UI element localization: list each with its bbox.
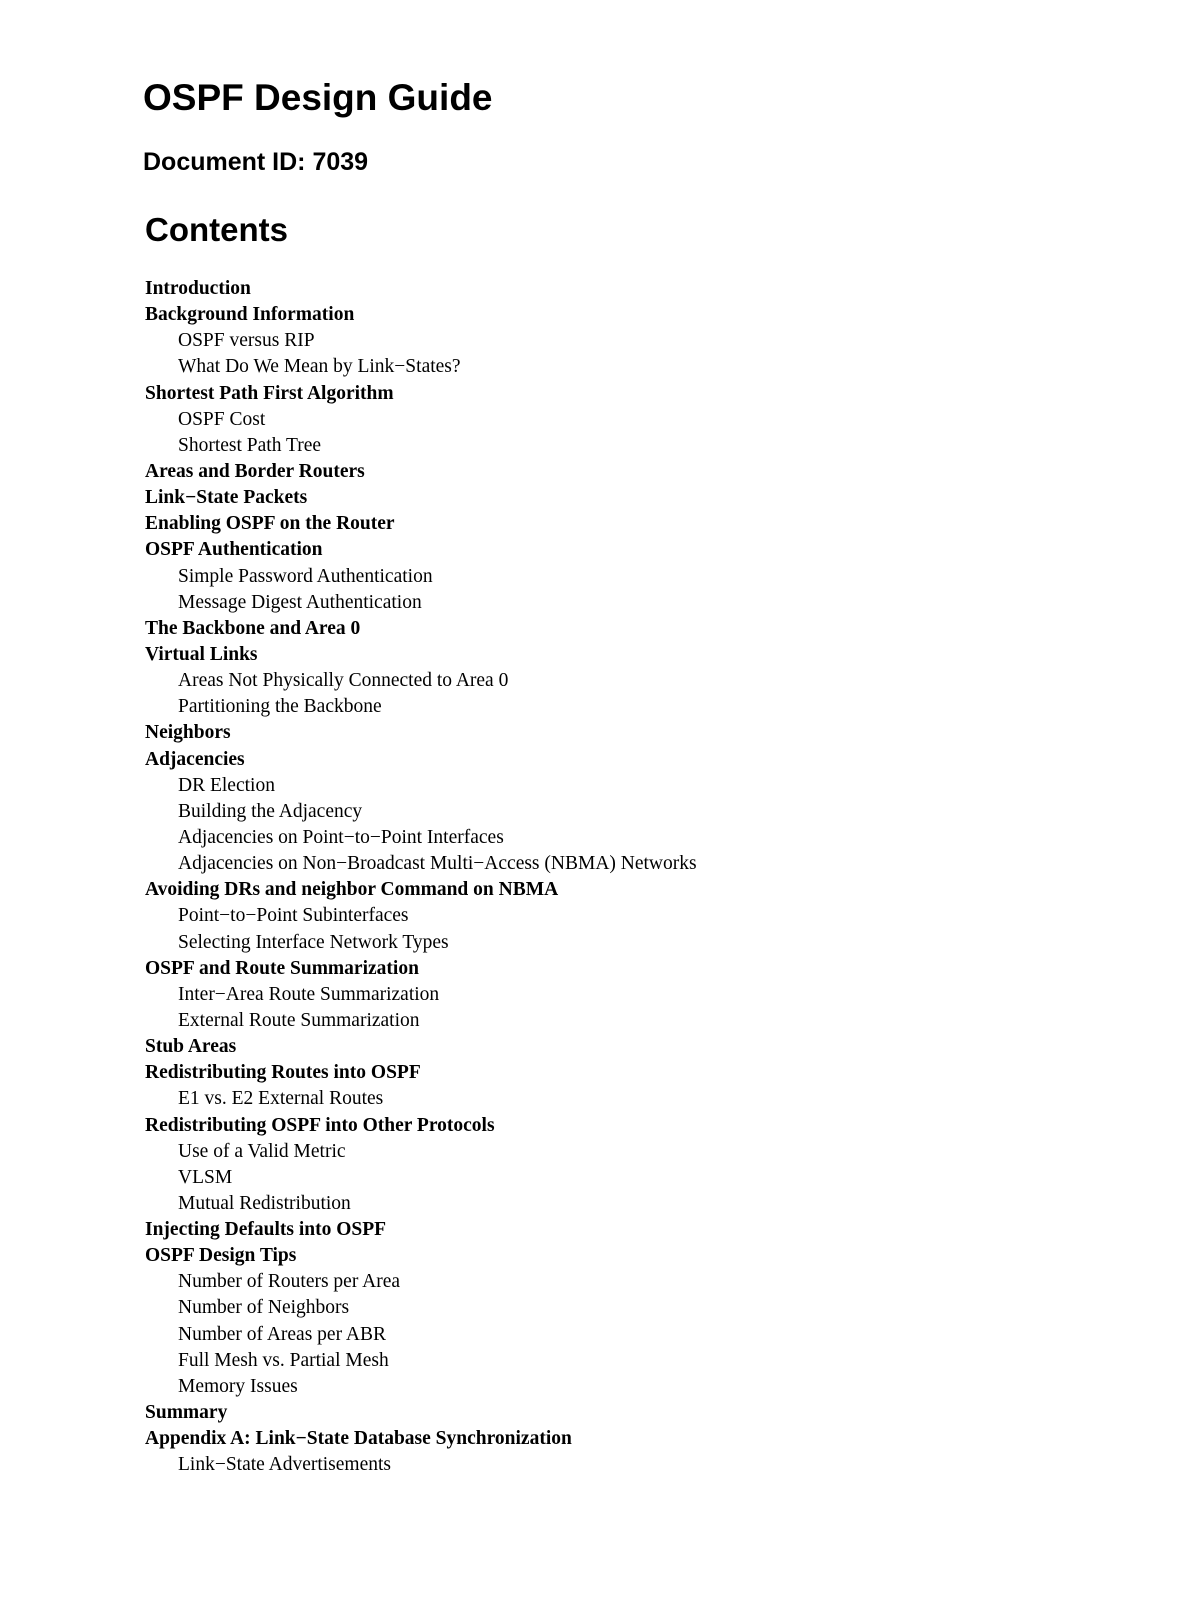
toc-section-link[interactable]: Link−State Packets (145, 487, 308, 509)
toc-section-link[interactable]: OSPF Design Tips (145, 1245, 297, 1267)
toc-subsection-link[interactable]: OSPF Cost (178, 408, 266, 430)
toc-subsection-link[interactable]: Inter−Area Route Summarization (178, 983, 440, 1005)
toc-subsection-link[interactable]: Areas Not Physically Connected to Area 0 (178, 670, 509, 692)
toc-subsection-link[interactable]: Number of Routers per Area (178, 1271, 401, 1293)
toc-section-link[interactable]: OSPF and Route Summarization (145, 957, 419, 979)
toc-section-link[interactable]: Virtual Links (145, 643, 258, 665)
toc-subsection-link[interactable]: Memory Issues (178, 1375, 298, 1397)
toc-section-link[interactable]: Redistributing OSPF into Other Protocols (145, 1114, 495, 1136)
toc-section-link[interactable]: Enabling OSPF on the Router (145, 513, 395, 535)
toc-subsection-link[interactable]: E1 vs. E2 External Routes (178, 1088, 384, 1110)
toc-subsection-link[interactable]: Full Mesh vs. Partial Mesh (178, 1349, 389, 1371)
toc-subsection-link[interactable]: External Route Summarization (178, 1009, 420, 1031)
contents-heading: Contents (145, 211, 288, 248)
toc-subsection-link[interactable]: Shortest Path Tree (178, 434, 322, 456)
toc-section-link[interactable]: Shortest Path First Algorithm (145, 382, 394, 404)
toc-subsection-link[interactable]: Building the Adjacency (178, 800, 363, 822)
toc-section-link[interactable]: Introduction (145, 278, 251, 299)
toc-section-link[interactable]: Areas and Border Routers (145, 460, 365, 482)
page-title: OSPF Design Guide (143, 77, 493, 118)
toc-subsection-link[interactable]: Adjacencies on Point−to−Point Interfaces (178, 826, 504, 848)
toc-subsection-link[interactable]: DR Election (178, 774, 275, 796)
document-id: Document ID: 7039 (143, 148, 369, 176)
toc-subsection-link[interactable]: Number of Neighbors (178, 1297, 350, 1319)
toc-section-link[interactable]: Summary (145, 1402, 228, 1424)
toc-subsection-link[interactable]: Adjacencies on Non−Broadcast Multi−Access (NBMA) Networks (178, 853, 697, 875)
toc-subsection-link[interactable]: Number of Areas per ABR (178, 1323, 386, 1345)
toc-subsection-link[interactable]: Use of a Valid Metric (178, 1140, 346, 1162)
toc-section-link[interactable]: Redistributing Routes into OSPF (145, 1062, 421, 1084)
toc-subsection-link[interactable]: Selecting Interface Network Types (178, 931, 449, 953)
toc-section-link[interactable]: Background Information (145, 304, 355, 326)
toc-subsection-link[interactable]: Link−State Advertisements (178, 1454, 392, 1476)
toc-section-link[interactable]: The Backbone and Area 0 (145, 617, 361, 639)
toc-section-link[interactable]: Avoiding DRs and neighbor Command on NBMA (145, 879, 559, 901)
toc-subsection-link[interactable]: Simple Password Authentication (178, 565, 433, 587)
toc-subsection-link[interactable]: Partitioning the Backbone (178, 696, 382, 718)
toc-section-link[interactable]: Adjacencies (145, 748, 245, 770)
toc-section-link[interactable]: Neighbors (145, 722, 231, 744)
toc-subsection-link[interactable]: Message Digest Authentication (178, 591, 422, 613)
toc-section-link[interactable]: OSPF Authentication (145, 539, 323, 561)
toc-subsection-link[interactable]: What Do We Mean by Link−States? (178, 356, 461, 378)
toc-subsection-link[interactable]: OSPF versus RIP (178, 330, 315, 352)
toc-subsection-link[interactable]: Point−to−Point Subinterfaces (178, 905, 409, 927)
table-of-contents (145, 276, 697, 1478)
toc-subsection-link[interactable]: Mutual Redistribution (178, 1192, 351, 1214)
toc-section-link[interactable]: Stub Areas (145, 1036, 237, 1058)
toc-subsection-link[interactable]: VLSM (178, 1166, 233, 1188)
toc-section-link[interactable]: Injecting Defaults into OSPF (145, 1219, 387, 1241)
toc-section-link[interactable]: Appendix A: Link−State Database Synchronization (145, 1428, 572, 1450)
